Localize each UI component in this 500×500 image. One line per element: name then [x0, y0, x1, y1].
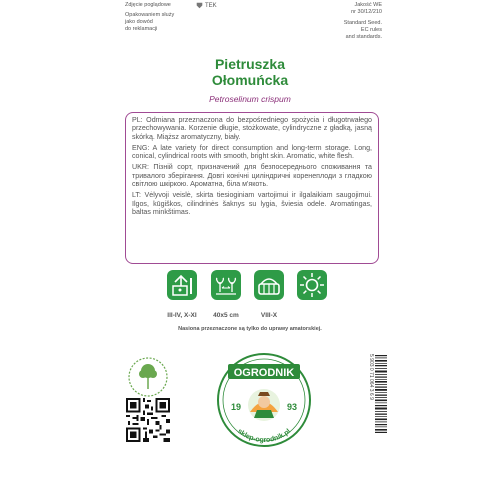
tek-label: TEK	[205, 2, 217, 9]
amateur-use-note: Nasiona przeznaczone są tylko do uprawy amatorskiej.	[178, 326, 322, 332]
description-ukr: UKR: Пізній сорт, призначений для безпосереднього споживання та тривалого зберігання. Довгі конічні циліндричні коренеплоди з гладкою світлою шкіркою. Ароматна, біла м'якоть.	[132, 163, 372, 189]
return-note-line: jako dowód	[125, 19, 153, 25]
barcode-number: 5 903 0 71 064 3 6 9	[368, 354, 374, 400]
description-box	[125, 112, 379, 264]
description-lt: LT: Vėlyvoji veislė, skirta tiesioginiam vartojimui ir ilgalaikiam saugojimui. Ilgos, kūgiškos, cilindrinės šaknys su lygia, šviesia odele. Aromatingas, baltas minkštimas.	[132, 191, 372, 216]
qr-code-icon	[126, 398, 170, 442]
ogrodnik-logo-icon	[214, 350, 314, 450]
quality-info	[322, 2, 382, 41]
return-note-line: do reklamacji	[125, 26, 158, 32]
harvest-basket-icon	[254, 270, 284, 300]
latin-name: Petroselinum crispum	[209, 94, 291, 104]
product-name-line1: Pietruszka	[214, 56, 286, 72]
sun-icon	[297, 270, 327, 300]
description-pl: PL: Odmiana przeznaczona do bezpośredniego spożycia i długotrwałego przechowywania. Korzenie długie, stożkowate, cylindryczne z gładką, jasną skórką. Miąższ aromatyczny, biały.	[132, 116, 372, 141]
spacing-icon	[211, 270, 241, 300]
logo-url-path: sklep-ogrodnik.pl	[235, 427, 293, 445]
product-title	[125, 56, 375, 88]
logo-year-left: 19	[230, 402, 242, 412]
quality-line: EC rules	[360, 27, 382, 33]
product-name-line2: Ołomuńcka	[211, 72, 289, 88]
barcode-icon	[375, 355, 387, 433]
logo-year-right: 93	[286, 402, 298, 412]
photo-note: Zdjęcie poglądowe	[125, 2, 171, 8]
return-note-line: Opakowaniem służy	[125, 12, 175, 18]
eco-badge-icon	[127, 356, 169, 398]
header-notes	[125, 2, 200, 33]
tek-logo-icon	[196, 2, 203, 9]
harvest-time-label: VIII-X	[260, 312, 278, 319]
quality-line: Jakość WE	[354, 2, 382, 8]
description-eng: ENG: A late variety for direct consumption and long-term storage. Long, conical, cylindrical roots with smooth, bright skin. Aromatic, white flesh.	[132, 143, 372, 161]
logo-brand: OGRODNIK	[233, 367, 295, 379]
sowing-time-icon	[167, 270, 197, 300]
quality-line: nr 30/12/210	[351, 9, 382, 15]
sowing-time-label: III-IV, X-XI	[167, 312, 197, 319]
quality-line: Standard Seed.	[343, 20, 382, 26]
tek-cert	[196, 2, 217, 9]
spacing-label: 40x5 cm	[213, 312, 239, 319]
quality-line: and standards.	[345, 34, 382, 40]
